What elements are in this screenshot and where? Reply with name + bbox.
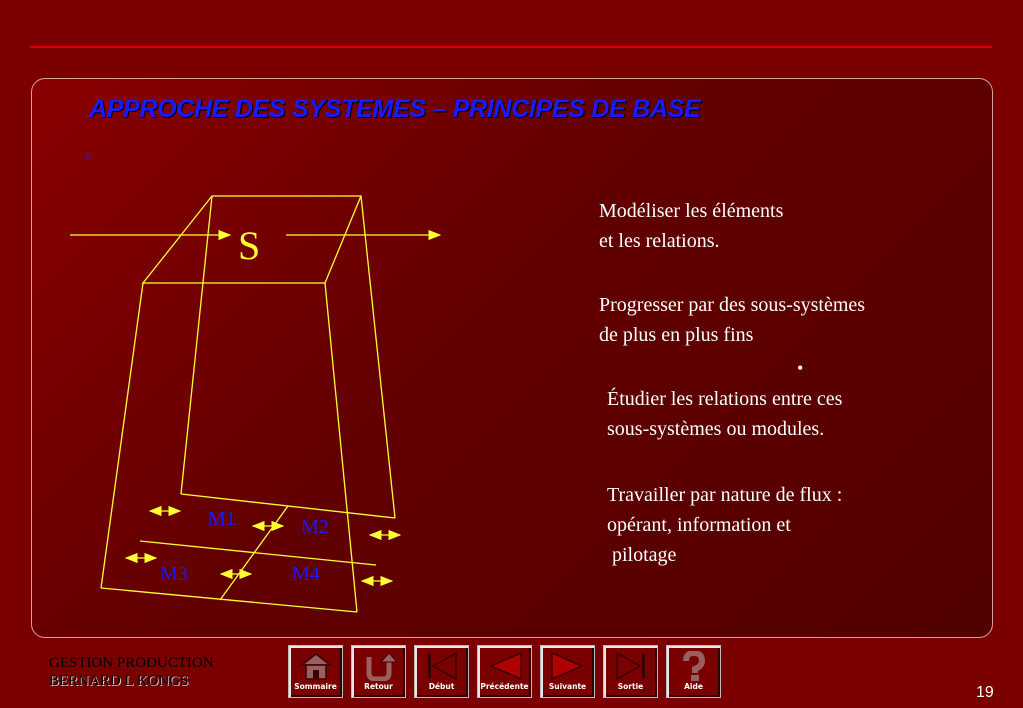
- bottom-front-edge: [101, 588, 357, 612]
- text-line: de plus en plus fins: [599, 324, 754, 346]
- footer-credits: [49, 654, 214, 690]
- nav-button-aide[interactable]: [666, 645, 721, 698]
- text-flows: [607, 480, 842, 570]
- nav-button-debut[interactable]: [414, 645, 469, 698]
- edge-right-back: [361, 196, 395, 518]
- edge-left-front: [101, 283, 143, 588]
- home-icon: [298, 651, 334, 681]
- last-icon: [613, 651, 649, 681]
- nav-button-precedente[interactable]: [477, 645, 532, 698]
- page-number: 19: [976, 684, 994, 701]
- slide-title: APPROCHE DES SYSTEMES – PRINCIPES DE BASE: [89, 95, 701, 123]
- text-line: Étudier les relations entre ces: [607, 388, 843, 410]
- system-label: S: [238, 223, 261, 268]
- text-line: Progresser par des sous-systèmes: [599, 294, 866, 316]
- footer-line-2: BERNARD L KONGS: [49, 673, 189, 689]
- text-line: Modéliser les éléments: [599, 200, 784, 222]
- navigation-bar: [288, 645, 721, 698]
- help-icon: [676, 651, 712, 681]
- nav-button-sortie[interactable]: [603, 645, 658, 698]
- nav-label: Sommaire: [294, 682, 337, 691]
- first-icon: [424, 651, 460, 681]
- text-subsystems: [599, 290, 865, 350]
- nav-label: Retour: [364, 682, 393, 691]
- text-line: Travailler par nature de flux :: [607, 484, 843, 506]
- return-arrow-icon: [361, 651, 397, 681]
- nav-label: Sortie: [617, 682, 644, 691]
- previous-icon: [487, 651, 523, 681]
- module-label-m4: M4: [292, 563, 320, 585]
- footer-line-1: GESTION PRODUCTION: [49, 655, 214, 671]
- text-model-elements: [599, 196, 783, 256]
- next-icon: [550, 651, 586, 681]
- nav-button-suivante[interactable]: [540, 645, 595, 698]
- text-line: et les relations.: [599, 230, 720, 252]
- text-line: sous-systèmes ou modules.: [607, 418, 825, 440]
- text-line: pilotage: [607, 544, 677, 566]
- nav-label: Suivante: [548, 682, 587, 691]
- bullet-point: •: [797, 358, 804, 378]
- nav-button-sommaire[interactable]: [288, 645, 343, 698]
- module-divider-horizontal: [140, 541, 376, 565]
- small-mark: s: [86, 148, 91, 162]
- nav-label: Précédente: [480, 682, 529, 691]
- module-label-m3: M3: [160, 563, 188, 585]
- module-label-m2: M2: [301, 516, 329, 538]
- nav-label: Début: [428, 682, 455, 691]
- nav-label: Aide: [684, 682, 703, 691]
- text-relations: [607, 384, 842, 444]
- nav-button-retour[interactable]: [351, 645, 406, 698]
- module-label-m1: M1: [208, 508, 236, 530]
- edge-left-back: [181, 196, 212, 494]
- text-line: opérant, information et: [607, 514, 791, 536]
